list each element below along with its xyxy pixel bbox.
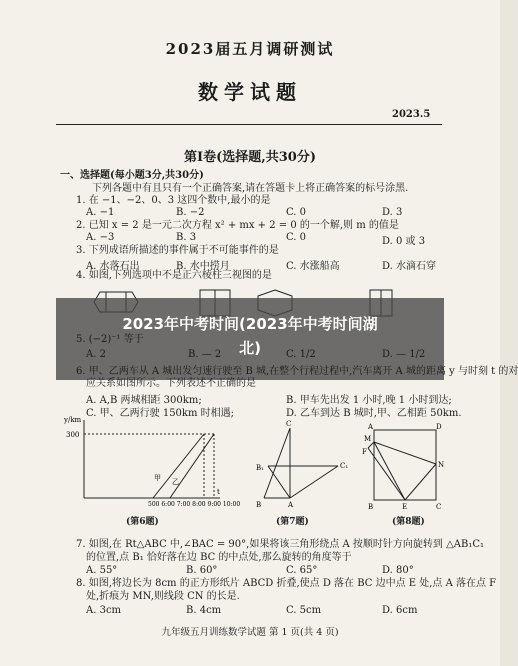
question-6-option-c: C. 甲、乙两行驶 150km 时相遇; (86, 408, 235, 419)
question-2-option-d: D. 0 或 3 (382, 236, 426, 247)
y-axis-label: y/km (64, 416, 82, 424)
header-divider (56, 124, 442, 125)
q8-label-e: E (402, 503, 408, 511)
q7-label-c: C (286, 420, 292, 428)
question-6-option-b: B. 甲车先出发 1 小时,晚 1 小时到达; (286, 395, 452, 406)
q8-label-m: M (364, 435, 372, 443)
subject-title: 数学试题 (198, 80, 302, 104)
figure-q7-triangle (238, 418, 358, 508)
question-1-option-d: D. 3 (382, 207, 403, 218)
question-6-option-d: D. 乙车到达 B 城时,甲、乙相距 50km. (286, 408, 462, 419)
question-1-option-b: B. −2 (176, 207, 205, 218)
label-jia: 甲 (154, 474, 161, 482)
question-7-option-c: C. 65° (286, 565, 318, 576)
question-1-option-a: A. −1 (86, 207, 115, 218)
question-6-stem-line-2: 应关系如图所示。下列表述不正确的是 (86, 378, 256, 389)
question-2-option-a: A. −3 (86, 232, 115, 243)
figure-q6-graph (64, 414, 241, 508)
section-title: 第Ⅰ卷(选择题,共30分) (184, 150, 316, 165)
question-7-stem-line-1: 7. 如图,在 Rt△ABC 中,∠BAC = 90°,如果将该三角形绕点 A 按顺时针方向旋转到 △AB₁C₁ (76, 539, 485, 550)
question-2-stem: 2. 已知 x = 2 是一元二次方程 x² + mx + 2 = 0 的一个解,则 m 的值是 (76, 220, 399, 231)
x-tick-labels: 500 6:00 7:00 8:00 9:00 10:00 (148, 501, 241, 508)
x-axis-label: t (217, 488, 220, 496)
q7-label-b1: B₁ (256, 464, 264, 472)
question-5-option-d: D. — 1/2 (382, 349, 426, 360)
question-8-option-b: B. 4cm (186, 605, 222, 616)
exam-title: 2023届五月调研测试 (165, 40, 335, 58)
question-8-stem-line-1: 8. 如图,将边长为 8cm 的正方形纸片 ABCD 折叠,使点 D 落在 BC 边中点 E 处,点 A 落在点 F (76, 578, 497, 589)
question-7-option-a: A. 55° (86, 565, 118, 576)
q8-label-n: N (438, 461, 445, 469)
q8-label-a: A (368, 423, 374, 431)
question-3-stem: 3. 下列成语所描述的事件属于不可能事件的是 (76, 245, 279, 256)
exam-date: 2023.5 (392, 109, 431, 120)
figure-q8-square (362, 420, 448, 510)
question-3-option-c: C. 水涨船高 (286, 261, 340, 272)
question-5-option-b: B. — 2 (188, 349, 222, 360)
question-5-stem: 5. (−2)⁻¹ 等于 (76, 334, 144, 345)
q8-label-c: C (436, 503, 442, 511)
q8-label-f: F (362, 448, 367, 456)
question-7-stem-line-2: 的位置,点 B₁ 恰好落在边 BC 的中点处,那么旋转的角度等于 (86, 552, 352, 563)
instructions-body: 下列各题中有且只有一个正确答案,请在答题卡上将正确答案的标号涂黑. (92, 183, 409, 194)
question-2-option-b: B. 3 (176, 232, 197, 243)
overlay-title-line-2: 北) (239, 339, 261, 357)
series-yi-line (170, 434, 214, 498)
page-footer: 九年级五月训练数学试题 第 1 页(共 4 页) (161, 627, 339, 638)
q8-label-b: B (368, 503, 374, 511)
question-8-option-a: A. 3cm (86, 605, 122, 616)
question-7-option-d: D. 80° (382, 565, 414, 576)
question-6-stem-line-1: 6. 甲、乙两车从 A 城出发匀速行驶至 B 城,在整个行程过程中,汽车离开 A 城的距离 y 与时刻 t 的对 (76, 366, 518, 377)
figure-q8-caption: (第8题) (392, 517, 425, 527)
question-3-option-a: A. 水落石出 (86, 261, 140, 272)
question-2-option-c: C. 0 (286, 232, 307, 243)
instructions-heading: 一、选择题(每小题3分,共30分) (60, 170, 204, 181)
question-1-option-c: C. 0 (286, 207, 307, 218)
question-6-option-a: A. A,B 两城相距 300km; (86, 395, 202, 406)
question-8-stem-line-2: 处,折痕为 MN,则线段 CN 的长是. (86, 591, 240, 602)
figure-q7-caption: (第7题) (276, 517, 309, 527)
question-3-option-b: B. 水中捞月 (176, 261, 230, 272)
q7-label-b: B (256, 501, 262, 509)
question-8-option-c: C. 5cm (286, 605, 322, 616)
figure-q6-caption: (第6题) (126, 517, 159, 527)
overlay-title-line-1: 2023年中考时间(2023年中考时间湖 (122, 315, 378, 333)
question-7-option-b: B. 60° (186, 565, 218, 576)
y-tick-300: 300 (66, 431, 80, 439)
label-yi: 乙 (172, 478, 179, 486)
q8-label-d: D (436, 423, 442, 431)
question-5-option-a: A. 2 (86, 349, 106, 360)
q7-label-a: A (288, 501, 294, 509)
question-1-stem: 1. 在 −1、−2、0、3 这四个数中,最小的是 (76, 195, 271, 206)
question-8-option-d: D. 6cm (382, 605, 418, 616)
question-4-stem: 4. 如图,下列选项中不是正六棱柱三视图的是 (76, 270, 272, 281)
question-3-option-d: D. 水滴石穿 (382, 261, 437, 272)
question-5-option-c: C. 1/2 (286, 349, 316, 360)
q7-label-c1: C₁ (340, 462, 349, 470)
series-jia-line (153, 434, 204, 498)
